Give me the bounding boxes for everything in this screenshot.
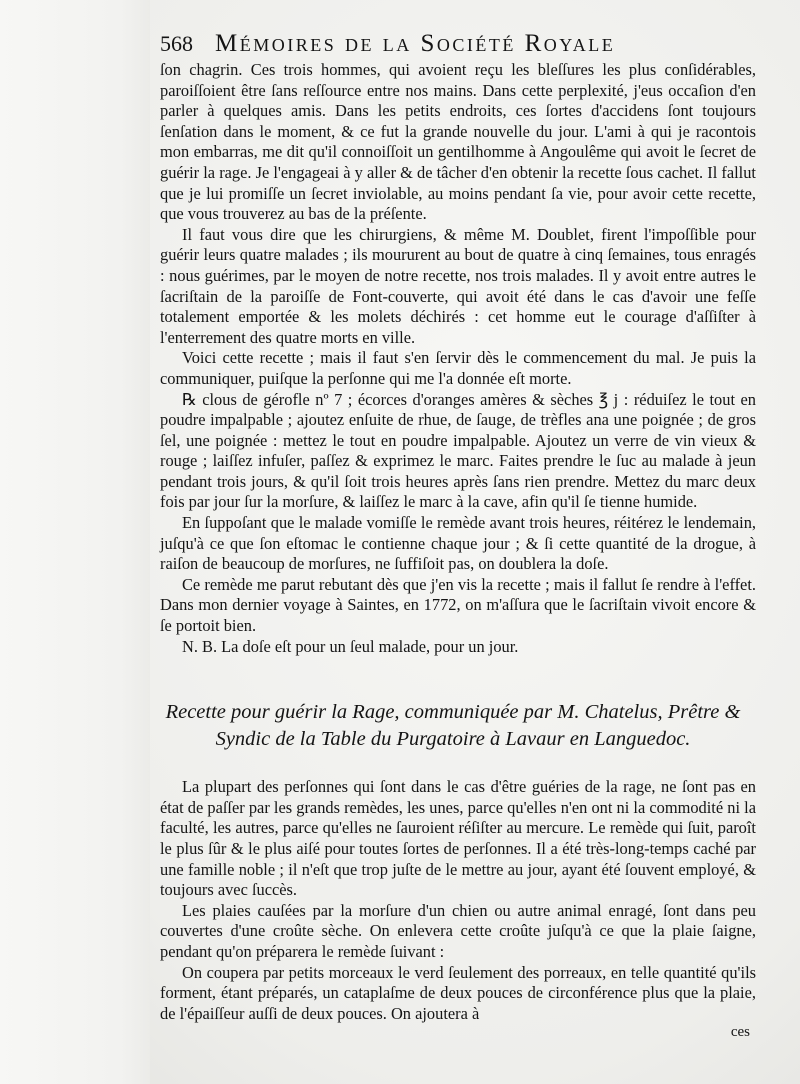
paragraph: Voici cette recette ; mais il faut s'en ſervir dès le commencement du mal. Je puis la communiquer, puiſque la perſonne qui me l'a donnée eſt morte. (160, 348, 756, 388)
paragraph: Ce remède me parut rebutant dès que j'en vis la recette ; mais il fallut ſe rendre à l'effet. Dans mon dernier voyage à Saintes, en 1772, on m'aſſura que le ſacriſtain vivoit encore & ſe portoit bien. (160, 574, 756, 636)
paragraph: Il faut vous dire que les chirurgiens, & même M. Doublet, firent l'impoſſible pour guérir leurs quatre malades ; ils moururent au bout de quatre à cinq ſemaines, tous enragés : nous guérimes, par le moyen de notre recette, nos trois malades. Il y avoit entre autres le ſacriſtain de la paroiſſe de Font-couverte, qui avoit été dans le cas d'avoir une feſſe totalement emportée & les molets déchirés : cet homme eut le courage d'aſſiſter à l'enterrement des quatre morts en ville. (160, 224, 756, 347)
paragraph: On coupera par petits morceaux le verd ſeulement des porreaux, en telle quantité qu'ils forment, étant préparés, un cataplaſme de deux pouces de circonférence plus que la plaie, de l'épaiſſeur auſſi de deux pouces. On ajoutera à (160, 962, 756, 1023)
nota-bene: N. B. La doſe eſt pour un ſeul malade, pour un jour. (182, 636, 519, 656)
paragraph: Les plaies cauſées par la morſure d'un chien ou autre animal enragé, ſont dans peu couvertes d'une croûte sèche. On enlevera cette croûte juſqu'à ce que la plaie ſaigne, pendant qu'on préparera le remède ſuivant : (160, 900, 756, 961)
paragraph: La plupart des perſonnes qui ſont dans le cas d'être guéries de la rage, ne ſont pas en état de paſſer par les grands remèdes, les unes, parce qu'elles n'en ont ni la commodité ni la faculté, les autres, parce qu'elles ne ſauroient réſiſter au mercure. Le remède qui ſuit, paroît le plus ſûr & le plus aiſé pour toutes ſortes de perſonnes. Il a été très-long-temps caché par une famille noble ; il n'eſt que trop juſte de le mettre au jour, ayant été ſouvent employé, & toujours avec ſuccès. (160, 777, 756, 900)
running-title: Mémoires de la Société Royale (215, 30, 616, 57)
paragraph: En ſuppoſant que le malade vomiſſe le remède avant trois heures, réitérez le lendemain, juſqu'à ce que ſon eſtomac le contienne chaque jour ; & ſi cette quantité de la drogue, à raiſon de beaucoup de morſures, ne ſuffiſoit pas, on doublera la doſe. (160, 513, 756, 574)
body-text-top (160, 60, 756, 657)
paragraph: ſon chagrin. Ces trois hommes, qui avoient reçu les bleſſures les plus conſidérables, paroiſſoient être ſans reſſource entre nos mains. Dans cette perplexité, j'eus occaſion d'en parler à quelques amis. Dans les petits endroits, ces ſortes d'accidens ſont toujours ſenſation dans le moment, & ce fut la grande nouvelle du jour. L'ami à qui je racontois mon embarras, me dit qu'il connoiſſoit un gentilhomme à Angoulême qui avoit le ſecret de guérir la rage. Je l'engageai à y aller & de tâcher d'en obtenir la recette ſous cachet. Il fallut que je lui promiſſe un ſecret inviolable, au moins pendant ſa vie, pour avoir cette recette, que vous trouverez au bas de la préſente. (160, 60, 756, 224)
recipe-paragraph: ℞ clous de gérofle nº 7 ; écorces d'oranges amères & sèches ℥ j : réduiſez le tout en poudre impalpable ; ajoutez enſuite de rhue, de ſauge, de trèfles ana une poignée ; de gros ſel, une poignée : mettez le tout en poudre impalpable. Ajoutez un verre de vin vieux & rouge ; laiſſez infuſer, paſſez & exprimez le marc. Faites prendre le ſuc au malade à jeun pendant trois jours, & qu'il ſoit trois heures après ſans rien prendre. Mettez du marc deux fois par jour ſur la morſure, & laiſſez le marc à la cave, afin qu'il ſe tienne humide. (160, 389, 756, 512)
body-text-bottom (160, 777, 756, 1024)
page-gutter (0, 0, 150, 1084)
catchword: ces (730, 1024, 750, 1041)
page-number: 568 (160, 31, 193, 56)
running-header (160, 30, 756, 58)
section-heading: Recette pour guérir la Rage, communiquée par M. Chatelus, Prêtre & Syndic de la Table du Purgatoire à Lavaur en Languedoc. (165, 701, 741, 751)
